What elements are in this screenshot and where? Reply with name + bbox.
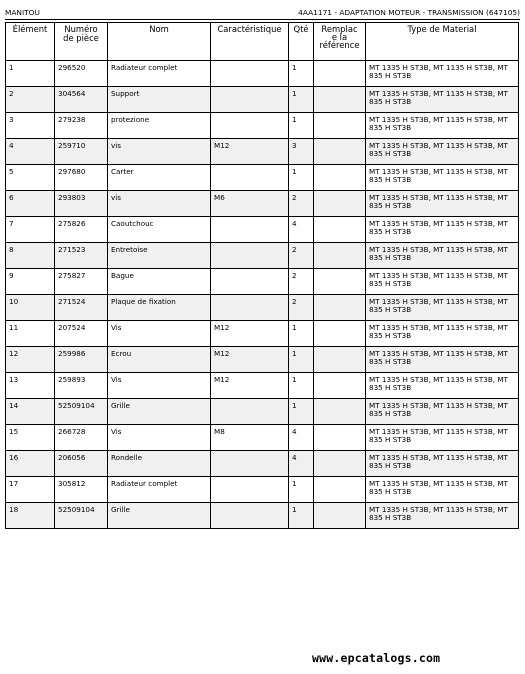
cell-quantity: 3: [289, 139, 314, 165]
cell-characteristic: [211, 61, 289, 87]
cell-material-type: MT 1335 H ST3B, MT 1135 H ST3B, MT 835 H ST3B: [366, 321, 519, 347]
cell-quantity: 1: [289, 503, 314, 529]
cell-characteristic: M12: [211, 373, 289, 399]
column-header-element: Élément: [6, 23, 55, 61]
cell-characteristic: [211, 477, 289, 503]
cell-name: vis: [108, 191, 211, 217]
cell-element: 12: [6, 347, 55, 373]
cell-part-number: 275827: [55, 269, 108, 295]
table-row: [6, 477, 519, 503]
cell-quantity: 1: [289, 87, 314, 113]
cell-quantity: 1: [289, 61, 314, 87]
cell-quantity: 4: [289, 425, 314, 451]
column-header-material-type: Type de Material: [366, 23, 519, 61]
cell-name: Radiateur complet: [108, 61, 211, 87]
cell-replaces: [314, 243, 366, 269]
cell-material-type: MT 1335 H ST3B, MT 1135 H ST3B, MT 835 H ST3B: [366, 165, 519, 191]
cell-characteristic: [211, 113, 289, 139]
cell-replaces: [314, 347, 366, 373]
cell-characteristic: [211, 295, 289, 321]
cell-replaces: [314, 477, 366, 503]
table-row: [6, 321, 519, 347]
cell-material-type: MT 1335 H ST3B, MT 1135 H ST3B, MT 835 H ST3B: [366, 269, 519, 295]
brand-name: MANITOU: [5, 8, 40, 17]
cell-characteristic: [211, 165, 289, 191]
cell-element: 16: [6, 451, 55, 477]
cell-characteristic: [211, 451, 289, 477]
cell-replaces: [314, 61, 366, 87]
cell-quantity: 1: [289, 373, 314, 399]
watermark-url: www.epcatalogs.com: [312, 651, 441, 665]
cell-part-number: 271523: [55, 243, 108, 269]
cell-replaces: [314, 87, 366, 113]
cell-characteristic: M6: [211, 191, 289, 217]
cell-material-type: MT 1335 H ST3B, MT 1135 H ST3B, MT 835 H ST3B: [366, 243, 519, 269]
cell-name: Carter: [108, 165, 211, 191]
cell-replaces: [314, 139, 366, 165]
cell-quantity: 1: [289, 113, 314, 139]
column-header-part-number: Numéro de pièce: [55, 23, 108, 61]
cell-replaces: [314, 217, 366, 243]
table-row: [6, 61, 519, 87]
cell-element: 17: [6, 477, 55, 503]
table-header-row: [6, 23, 519, 61]
cell-part-number: 296520: [55, 61, 108, 87]
cell-characteristic: [211, 269, 289, 295]
table-row: [6, 113, 519, 139]
cell-material-type: MT 1335 H ST3B, MT 1135 H ST3B, MT 835 H ST3B: [366, 451, 519, 477]
cell-part-number: 297680: [55, 165, 108, 191]
cell-element: 10: [6, 295, 55, 321]
cell-material-type: MT 1335 H ST3B, MT 1135 H ST3B, MT 835 H ST3B: [366, 295, 519, 321]
cell-element: 18: [6, 503, 55, 529]
cell-part-number: 207524: [55, 321, 108, 347]
cell-element: 13: [6, 373, 55, 399]
cell-quantity: 2: [289, 191, 314, 217]
cell-material-type: MT 1335 H ST3B, MT 1135 H ST3B, MT 835 H ST3B: [366, 399, 519, 425]
cell-characteristic: [211, 399, 289, 425]
cell-element: 14: [6, 399, 55, 425]
cell-replaces: [314, 321, 366, 347]
cell-part-number: 259986: [55, 347, 108, 373]
cell-part-number: 52509104: [55, 503, 108, 529]
table-row: [6, 451, 519, 477]
cell-name: Vis: [108, 425, 211, 451]
document-title: 4AA1171 - ADAPTATION MOTEUR - TRANSMISSION (647105): [298, 8, 520, 17]
cell-replaces: [314, 373, 366, 399]
cell-name: Support: [108, 87, 211, 113]
header-divider: [5, 19, 520, 20]
cell-replaces: [314, 451, 366, 477]
cell-part-number: 206056: [55, 451, 108, 477]
column-header-characteristic: Caractéristique: [211, 23, 289, 61]
cell-part-number: 293803: [55, 191, 108, 217]
cell-replaces: [314, 165, 366, 191]
parts-table: [5, 22, 519, 529]
cell-replaces: [314, 295, 366, 321]
cell-element: 5: [6, 165, 55, 191]
cell-replaces: [314, 399, 366, 425]
cell-material-type: MT 1335 H ST3B, MT 1135 H ST3B, MT 835 H ST3B: [366, 425, 519, 451]
cell-element: 2: [6, 87, 55, 113]
cell-quantity: 2: [289, 295, 314, 321]
cell-quantity: 4: [289, 451, 314, 477]
cell-characteristic: M8: [211, 425, 289, 451]
cell-characteristic: [211, 87, 289, 113]
cell-element: 11: [6, 321, 55, 347]
cell-element: 1: [6, 61, 55, 87]
cell-quantity: 1: [289, 165, 314, 191]
cell-material-type: MT 1335 H ST3B, MT 1135 H ST3B, MT 835 H ST3B: [366, 61, 519, 87]
cell-name: vis: [108, 139, 211, 165]
cell-element: 4: [6, 139, 55, 165]
cell-name: Vis: [108, 321, 211, 347]
cell-material-type: MT 1335 H ST3B, MT 1135 H ST3B, MT 835 H ST3B: [366, 191, 519, 217]
table-row: [6, 139, 519, 165]
cell-quantity: 2: [289, 243, 314, 269]
cell-characteristic: M12: [211, 347, 289, 373]
table-row: [6, 399, 519, 425]
cell-name: Ecrou: [108, 347, 211, 373]
cell-material-type: MT 1335 H ST3B, MT 1135 H ST3B, MT 835 H ST3B: [366, 503, 519, 529]
cell-characteristic: M12: [211, 139, 289, 165]
cell-name: Entretoise: [108, 243, 211, 269]
cell-name: protezione: [108, 113, 211, 139]
cell-quantity: 4: [289, 217, 314, 243]
cell-replaces: [314, 503, 366, 529]
table-row: [6, 347, 519, 373]
cell-part-number: 52509104: [55, 399, 108, 425]
cell-element: 8: [6, 243, 55, 269]
cell-characteristic: [211, 243, 289, 269]
cell-name: Vis: [108, 373, 211, 399]
cell-characteristic: [211, 503, 289, 529]
cell-replaces: [314, 191, 366, 217]
cell-element: 15: [6, 425, 55, 451]
cell-quantity: 1: [289, 321, 314, 347]
cell-characteristic: M12: [211, 321, 289, 347]
table-row: [6, 295, 519, 321]
cell-replaces: [314, 425, 366, 451]
cell-name: Plaque de fixation: [108, 295, 211, 321]
cell-material-type: MT 1335 H ST3B, MT 1135 H ST3B, MT 835 H ST3B: [366, 347, 519, 373]
table-row: [6, 503, 519, 529]
page-header: [5, 6, 520, 20]
cell-quantity: 1: [289, 477, 314, 503]
cell-material-type: MT 1335 H ST3B, MT 1135 H ST3B, MT 835 H ST3B: [366, 87, 519, 113]
cell-quantity: 1: [289, 347, 314, 373]
cell-part-number: 259710: [55, 139, 108, 165]
table-row: [6, 269, 519, 295]
cell-name: Grille: [108, 399, 211, 425]
cell-name: Grille: [108, 503, 211, 529]
cell-part-number: 275826: [55, 217, 108, 243]
cell-part-number: 304564: [55, 87, 108, 113]
cell-replaces: [314, 269, 366, 295]
table-row: [6, 425, 519, 451]
column-header-replaces: Remplac e la référence: [314, 23, 366, 61]
cell-element: 6: [6, 191, 55, 217]
table-row: [6, 243, 519, 269]
cell-material-type: MT 1335 H ST3B, MT 1135 H ST3B, MT 835 H ST3B: [366, 477, 519, 503]
column-header-quantity: Qté: [289, 23, 314, 61]
cell-part-number: 271524: [55, 295, 108, 321]
cell-characteristic: [211, 217, 289, 243]
cell-name: Rondelle: [108, 451, 211, 477]
cell-quantity: 2: [289, 269, 314, 295]
table-row: [6, 373, 519, 399]
cell-quantity: 1: [289, 399, 314, 425]
table-row: [6, 217, 519, 243]
cell-element: 7: [6, 217, 55, 243]
cell-material-type: MT 1335 H ST3B, MT 1135 H ST3B, MT 835 H ST3B: [366, 113, 519, 139]
cell-name: Caoutchouc: [108, 217, 211, 243]
cell-material-type: MT 1335 H ST3B, MT 1135 H ST3B, MT 835 H ST3B: [366, 373, 519, 399]
cell-material-type: MT 1335 H ST3B, MT 1135 H ST3B, MT 835 H ST3B: [366, 217, 519, 243]
cell-part-number: 279238: [55, 113, 108, 139]
cell-material-type: MT 1335 H ST3B, MT 1135 H ST3B, MT 835 H ST3B: [366, 139, 519, 165]
cell-part-number: 266728: [55, 425, 108, 451]
cell-part-number: 305812: [55, 477, 108, 503]
table-row: [6, 165, 519, 191]
table-row: [6, 87, 519, 113]
table-row: [6, 191, 519, 217]
cell-name: Radiateur complet: [108, 477, 211, 503]
cell-name: Bague: [108, 269, 211, 295]
cell-part-number: 259893: [55, 373, 108, 399]
cell-element: 9: [6, 269, 55, 295]
column-header-name: Nom: [108, 23, 211, 61]
cell-replaces: [314, 113, 366, 139]
cell-element: 3: [6, 113, 55, 139]
